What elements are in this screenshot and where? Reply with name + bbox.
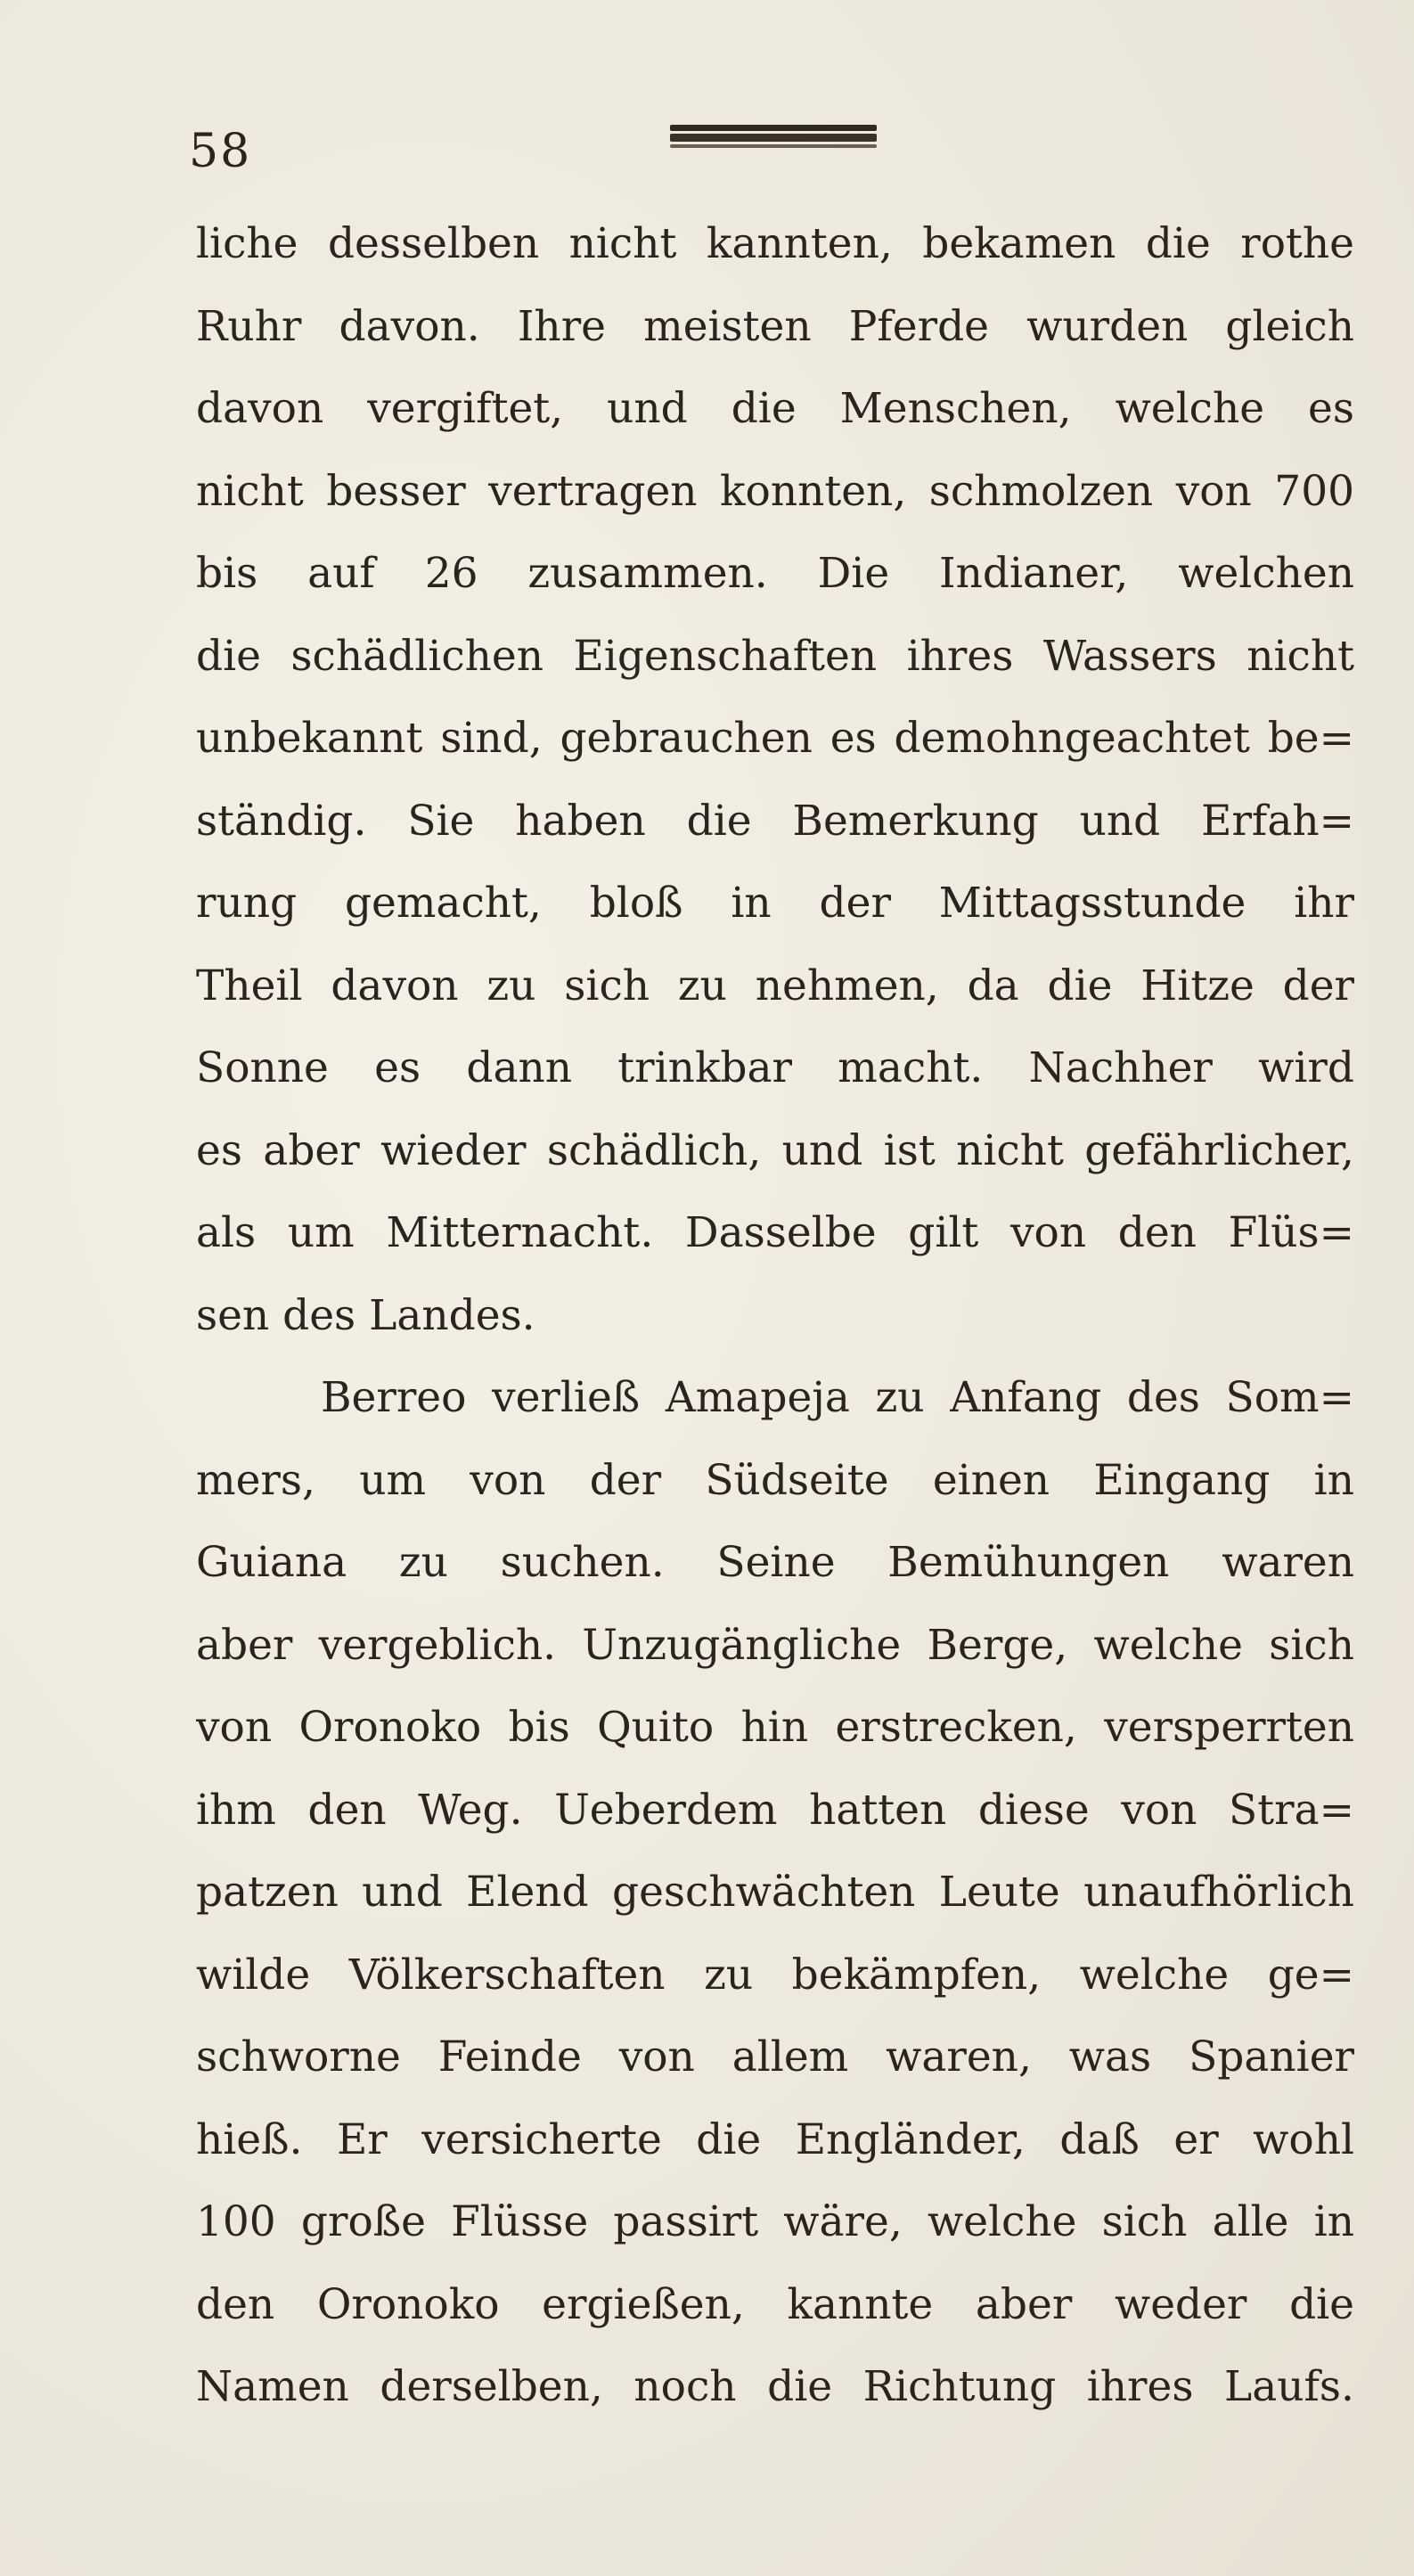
text-line: Theil davon zu sich zu nehmen, da die Hitze der <box>196 961 1354 1010</box>
text-line: 100 große Flüsse passirt wäre, welche sich alle in <box>196 2197 1354 2246</box>
text-line: Namen derselben, noch die Richtung ihres Laufs. <box>196 2362 1354 2411</box>
text-line: ständig. Sie haben die Bemerkung und Erfah= <box>196 796 1354 846</box>
rule-line-top <box>670 125 877 131</box>
text-line: patzen und Elend geschwächten Leute unaufhörlich <box>196 1868 1354 1917</box>
text-line: aber vergeblich. Unzugängliche Berge, welche sich <box>196 1620 1354 1670</box>
text-line: die schädlichen Eigenschaften ihres Wassers nicht <box>196 631 1354 681</box>
header-rule-ornament <box>670 125 877 151</box>
text-line: liche desselben nicht kannten, bekamen die rothe <box>196 219 1354 268</box>
text-line: Ruhr davon. Ihre meisten Pferde wurden gleich <box>196 301 1354 351</box>
rule-line-bottom <box>670 144 877 148</box>
text-line: Sonne es dann trinkbar macht. Nachher wird <box>196 1043 1354 1092</box>
text-line: unbekannt sind, gebrauchen es demohngeachtet be= <box>196 714 1354 763</box>
text-line: Guiana zu suchen. Seine Bemühungen waren <box>196 1538 1354 1587</box>
rule-line-middle <box>670 134 877 142</box>
body-text <box>196 203 1354 2429</box>
text-line: als um Mitternacht. Dasselbe gilt von den Flüs= <box>196 1208 1354 1257</box>
text-line: ihm den Weg. Ueberdem hatten diese von Stra= <box>196 1785 1354 1835</box>
text-line: Berreo verließ Amapeja zu Anfang des Som= <box>321 1373 1354 1422</box>
text-line: hieß. Er versicherte die Engländer, daß er wohl <box>196 2114 1354 2164</box>
text-line: mers, um von der Südseite einen Eingang in <box>196 1455 1354 1505</box>
text-line: es aber wieder schädlich, und ist nicht gefährlicher, <box>196 1125 1354 1175</box>
page-number: 58 <box>189 125 252 178</box>
text-line: bis auf 26 zusammen. Die Indianer, welchen <box>196 549 1354 598</box>
text-line: von Oronoko bis Quito hin erstrecken, versperrten <box>196 1703 1354 1752</box>
text-line: sen des Landes. <box>196 1290 535 1340</box>
text-line: davon vergiftet, und die Menschen, welche es <box>196 384 1354 433</box>
text-line: nicht besser vertragen konnten, schmolzen von 700 <box>196 466 1354 516</box>
text-line: den Oronoko ergießen, kannte aber weder die <box>196 2279 1354 2329</box>
text-line: rung gemacht, bloß in der Mittagsstunde ihr <box>196 879 1354 928</box>
text-line: wilde Völkerschaften zu bekämpfen, welche ge= <box>196 1950 1354 1999</box>
text-line: schworne Feinde von allem waren, was Spanier <box>196 2032 1354 2081</box>
